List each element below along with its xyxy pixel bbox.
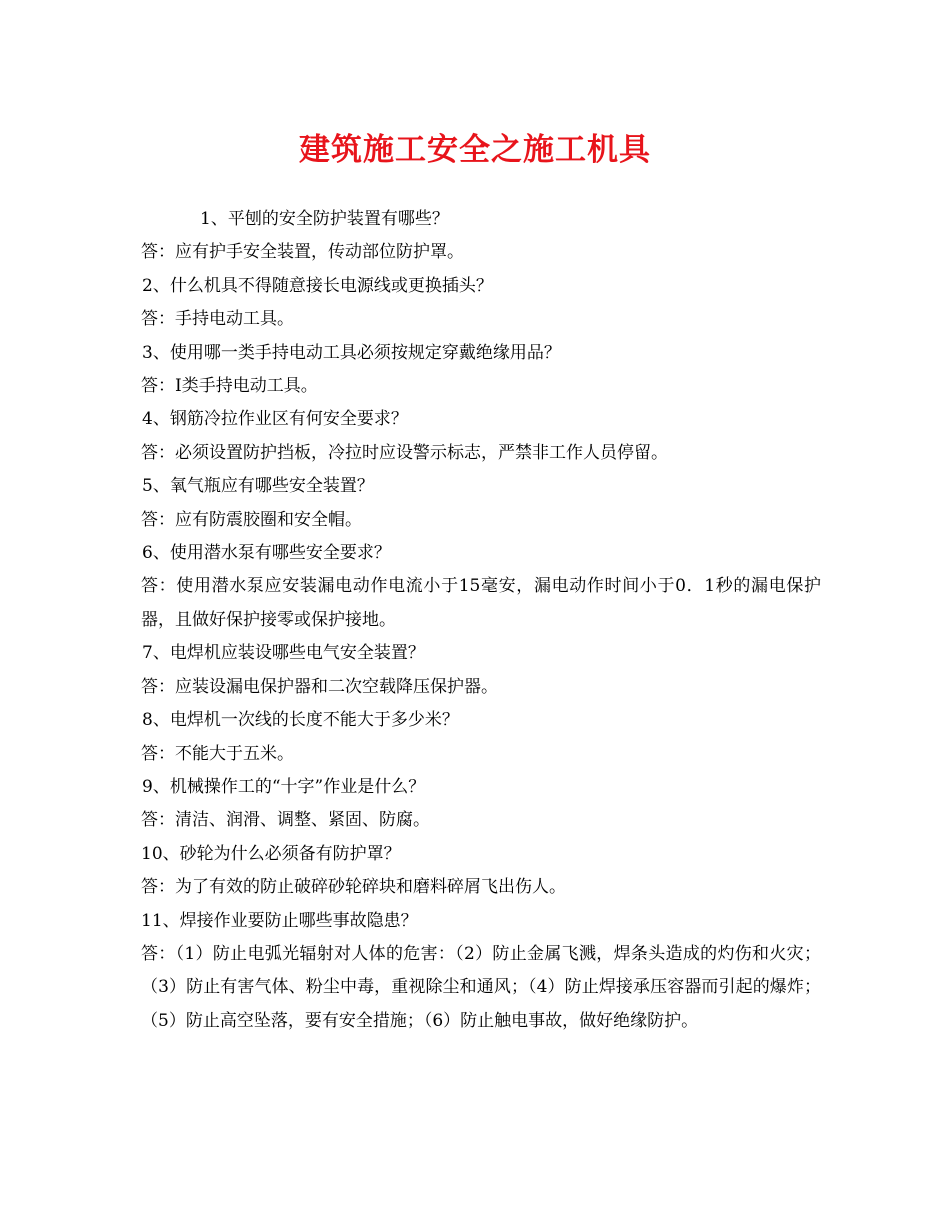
question-6: 6、使用潜水泵有哪些安全要求？ (142, 543, 391, 564)
answer-9: 答：清洁、润滑、调整、紧固、防腐。 (141, 810, 430, 831)
question-11: 11、焊接作业要防止哪些事故隐患？ (141, 910, 418, 931)
answer-6: 答：使用潜水泵应安装漏电动作电流小于15毫安，漏电动作时间小于0．1秒的漏电保护器，且做好保护接零或保护接地。 (141, 576, 821, 630)
answer-10: 答：为了有效的防止破碎砂轮碎块和磨料碎屑飞出伤人。 (141, 877, 566, 898)
answer-2: 答：手持电动工具。 (141, 309, 294, 330)
question-7: 7、电焊机应装设哪些电气安全装置？ (142, 643, 425, 664)
question-2: 2、什么机具不得随意接长电源线或更换插头？ (142, 275, 493, 296)
answer-3: 答：Ⅰ类手持电动工具。 (141, 376, 318, 397)
question-4: 4、钢筋冷拉作业区有何安全要求？ (142, 409, 408, 430)
answer-1: 答：应有护手安全装置，传动部位防护罩。 (141, 242, 464, 263)
question-3: 3、使用哪一类手持电动工具必须按规定穿戴绝缘用品？ (142, 342, 561, 363)
qa-list (141, 203, 821, 1038)
document-title: 建筑施工安全之施工机具 (299, 132, 651, 168)
question-9: 9、机械操作工的“十字”作业是什么？ (142, 776, 426, 797)
question-1: 1、平刨的安全防护装置有哪些？ (200, 209, 449, 229)
question-8: 8、电焊机一次线的长度不能大于多少米？ (142, 710, 459, 731)
answer-5: 答：应有防震胶圈和安全帽。 (141, 509, 362, 530)
question-5: 5、氧气瓶应有哪些安全装置？ (142, 476, 374, 497)
answer-8: 答：不能大于五米。 (141, 743, 294, 764)
answer-4: 答：必须设置防护挡板，冷拉时应设警示标志，严禁非工作人员停留。 (141, 442, 668, 463)
question-10: 10、砂轮为什么必须备有防护罩？ (141, 843, 401, 864)
answer-7: 答：应装设漏电保护器和二次空载降压保护器。 (141, 676, 498, 697)
answer-11: 答：（1）防止电弧光辐射对人体的危害：（2）防止金属飞溅，焊条头造成的灼伤和火灾；（3）防止有害气体、粉尘中毒，重视除尘和通风；（4）防止焊接承压容器而引起的爆炸；（5）防止高空坠落，要有安全措施；（6）防止触电事故，做好绝缘防护。 (141, 943, 821, 1031)
